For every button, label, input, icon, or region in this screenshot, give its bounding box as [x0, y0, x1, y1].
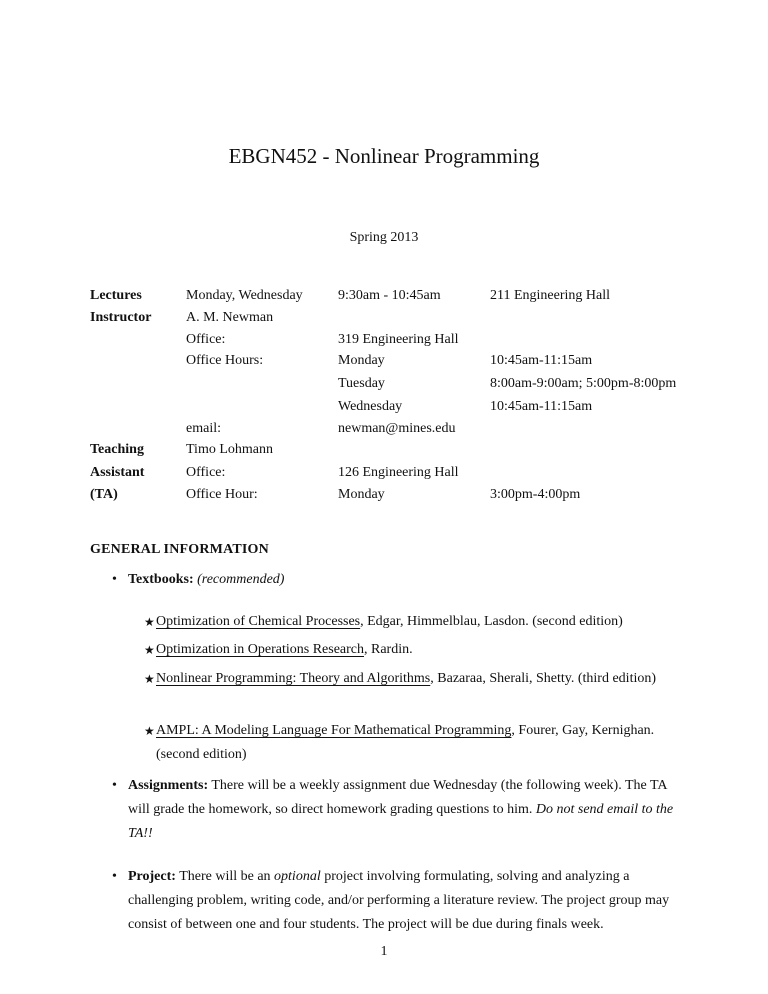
section-heading: GENERAL INFORMATION	[90, 542, 269, 557]
assignments-warning: Do not send email to the TA!!	[128, 802, 674, 841]
ta-office-label: Office:	[186, 465, 226, 480]
star-icon: ★	[144, 643, 155, 657]
star-icon: ★	[144, 672, 155, 686]
office-label: Office:	[186, 332, 226, 347]
lectures-label: Lectures	[90, 288, 142, 303]
bullet-icon: •	[112, 778, 117, 793]
ta-label-line2: Assistant	[90, 465, 145, 480]
project-text: project involving formulating, solving and analyzing a challenging problem, writing code, and/or performing a literature review. The project group may consist of between one and four students. The project will be due during finals week.	[128, 869, 670, 932]
assignments-item	[128, 774, 678, 846]
instructor-name: A. M. Newman	[186, 310, 274, 325]
ta-office-hour-day: Monday	[338, 487, 385, 502]
textbooks-item	[128, 568, 678, 592]
project-label: Project:	[128, 869, 176, 884]
project-optional: optional	[274, 869, 321, 884]
ta-name: Timo Lohmann	[186, 442, 273, 457]
hours-day: Tuesday	[338, 376, 385, 391]
book-title: AMPL: A Modeling Language For Mathematical Programming	[156, 723, 512, 738]
book-details: , Edgar, Himmelblau, Lasdon. (second edition)	[360, 614, 623, 629]
hours-day: Wednesday	[338, 399, 403, 414]
ta-office-room: 126 Engineering Hall	[338, 465, 459, 480]
ta-office-hour-time: 3:00pm-4:00pm	[490, 487, 581, 502]
book-details: , Fourer, Gay, Kernighan. (second edition)	[156, 723, 655, 762]
book-item	[156, 610, 686, 634]
email-label: email:	[186, 421, 221, 436]
book-title: Nonlinear Programming: Theory and Algorithms	[156, 671, 431, 686]
hours-time: 10:45am-11:15am	[490, 399, 593, 414]
textbooks-note: (recommended)	[197, 572, 285, 587]
office-room: 319 Engineering Hall	[338, 332, 459, 347]
lectures-room: 211 Engineering Hall	[490, 288, 611, 303]
bullet-icon: •	[112, 572, 117, 587]
project-item	[128, 865, 678, 937]
ta-label-line3: (TA)	[90, 487, 118, 502]
book-title: Optimization in Operations Research	[156, 642, 364, 657]
hours-time: 10:45am-11:15am	[490, 353, 593, 368]
page-number: 1	[380, 944, 388, 959]
star-icon: ★	[144, 724, 155, 738]
hours-day: Monday	[338, 353, 385, 368]
office-hours-label: Office Hours:	[186, 353, 264, 368]
book-details: , Rardin.	[364, 642, 413, 657]
ta-office-hour-label: Office Hour:	[186, 487, 258, 502]
book-item	[156, 667, 686, 691]
hours-time: 8:00am-9:00am; 5:00pm-8:00pm	[490, 376, 677, 391]
book-item	[156, 719, 686, 767]
email-address: newman@mines.edu	[338, 421, 456, 436]
instructor-label: Instructor	[90, 310, 152, 325]
lectures-days: Monday, Wednesday	[186, 288, 303, 303]
ta-label-line1: Teaching	[90, 442, 144, 457]
bullet-icon: •	[112, 869, 117, 884]
term: Spring 2013	[349, 230, 419, 245]
document-title: EBGN452 - Nonlinear Programming	[228, 144, 540, 168]
assignments-text: There will be a weekly assignment due Wednesday (the following week). The TA will grade the homework, so direct homework grading questions to him.	[128, 778, 667, 817]
book-title: Optimization of Chemical Processes	[156, 614, 361, 629]
lectures-time: 9:30am - 10:45am	[338, 288, 441, 303]
textbooks-label: Textbooks:	[128, 572, 194, 587]
book-item	[156, 638, 686, 662]
star-icon: ★	[144, 615, 155, 629]
assignments-label: Assignments:	[128, 778, 209, 793]
book-details: , Bazaraa, Sherali, Shetty. (third edition)	[430, 671, 657, 686]
project-pre: There will be an	[179, 869, 271, 884]
